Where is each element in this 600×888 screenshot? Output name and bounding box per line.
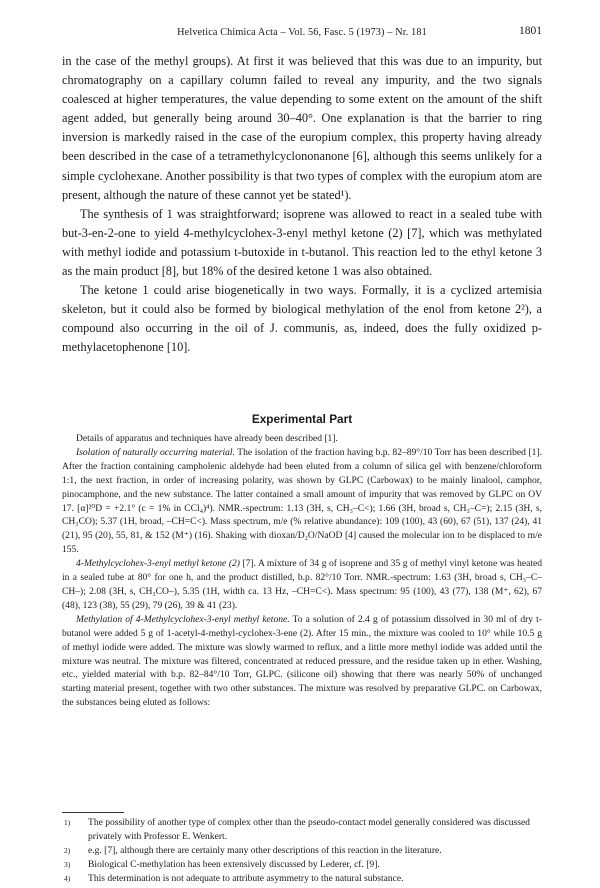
subsection-lead: Methylation of 4-Methylcyclohex-3-enyl methyl ketone. <box>76 613 290 625</box>
paragraph-biogenesis: The ketone 1 could arise biogenetically in two ways. Formally, it is a cyclized artemisia skeleton, but it could also be formed by biological methylation of the enol from ketone 2²), a compound also occurring in the oil of J. communis, as, indeed, does the fully oxidized p-methylacetophenone [10]. <box>62 283 542 355</box>
footnote-text: Biological C-methylation has been extensively discussed by Lederer, cf. [9]. <box>88 858 380 870</box>
running-head <box>62 24 542 42</box>
footnote-marker: 4 ) <box>64 872 70 886</box>
subsection-lead: 4-Methylcyclohex-3-enyl methyl ketone (2) <box>76 558 240 570</box>
subsection-text: [7]. A mixture of 34 g of isoprene and 35 g of methyl vinyl ketone was heated in a sealed tube at 80° for one h, and the product distilled, b.p. 82°/10 Torr. NMR.-spectrum: 1.63 (3H, broad s, CH₃–C–CH–); 2.08 (3H, s, CH₃CO–), 5.35 (1H, width ca. 13 Hz, –CH=C<). Mass spectrum: 95 (100), 43 (77), 138 (M⁺, 62), 67 (48), 123 (38), 55 (29), 79 (26), 39 & 41 (23). <box>62 558 542 611</box>
subsection-text: To a solution of 2.4 g of potassium dissolved in 30 ml of dry t-butanol were added 5 g of 1-acetyl-4-methyl-cyclohex-3-ene (2). After 15 min., the mixture was cooled to 10° while 10.5 g of methyl iodide were added. The mixture was slowly warmed to reflux, and a little more methyl iodide was added until the mixture was neutral. The mixture was filtered, concentrated at reduced pressure, and the residue taken up in ether. Washing, etc., yielded material with b.p. 82–84°/10 Torr, GLPC. (silicone oil) showing that there was nearly 50% of unchanged starting material present, together with two other substances. The mixture was resolved by preparative GLPC. on Carbowax, the substances being eluted as follows: <box>62 613 542 709</box>
experimental-isolation <box>62 446 542 557</box>
body-text <box>62 52 542 358</box>
experimental-ketone-2 <box>62 557 542 613</box>
journal-title: Helvetica Chimica Acta – Vol. 56, Fasc. 5 (1973) – Nr. 181 <box>177 27 427 38</box>
footnote-text: e.g. [7], although there are certainly many other descriptions of this reaction in the literature. <box>88 844 442 856</box>
paragraph-continued: in the case of the methyl groups). At first it was believed that this was due to an impurity, but chromatography on a capillary column failed to reveal any impurity, and the two signals coalesced at higher temperatures, the value depending to some extent on the amount of the shift agent added, but generally being around 30–40°. One explanation is that the barrier to ring inversion is markedly raised in the case of the europium complex, this property having already been described in the case of a tetramethylcyclononanone [6], although this seems unlikely for a simple cyclohexane. Another possibility is that two types of complex with the europium atom are present, although the nature of these cannot yet be stated¹). <box>62 54 542 202</box>
experimental-methylation <box>62 613 542 710</box>
footnote <box>62 844 542 858</box>
section-heading-experimental: Experimental Part <box>251 412 353 426</box>
footnote <box>62 872 542 886</box>
footnote-marker: 1 ) <box>64 816 70 830</box>
footnote <box>62 816 542 844</box>
subsection-lead: Isolation of naturally occurring material. <box>76 446 235 458</box>
page-number: 1801 <box>519 25 542 37</box>
subsection-text: The isolation of the fraction having b.p. 82–89°/10 Torr has been described [1]. After the fraction containing campholenic aldehyde had been eluted from a column of silica gel with benzene/chloroform 1:1, the next fraction, in order of increasing polarity, was shown by GLPC (Carbowax) to be mainly linalool, camphor, pinocamphone, and the new substance. The latter contained a small amount of impurity that was removed by GLPC on OV 17. [α]²⁰D = +2.1° (c = 1% in CCl₄)⁴). NMR.-spectrum: 1.13 (3H, s, CH₃–C<); 1.66 (3H, broad s, CH₃–C=); 2.15 (3H, s, CH₃CO); 5.37 (1H, broad, –CH=C<). Mass spectrum, m/e (% relative abundance): 109 (100), 43 (60), 67 (51), 137 (24), 41 (21), 95 (20), 55, 81, & 152 (M⁺) (16). Shaking with dioxan/D₂O/NaOD [4] caused the molecular ion to be displaced to m/e 155. <box>62 446 542 556</box>
paragraph-synthesis: The synthesis of 1 was straightforward; isoprene was allowed to react in a sealed tube with but-3-en-2-one to yield 4-methylcyclohex-3-enyl methyl ketone (2) [7], which was methylated with methyl iodide and potassium t-butoxide in t-butanol. This reaction led to the ethyl ketone 3 as the main product [8], but 18% of the desired ketone 1 was also obtained. <box>62 206 542 279</box>
footnote-marker: 3 ) <box>64 858 70 872</box>
footnote-marker: 2 ) <box>64 844 70 858</box>
experimental-text <box>62 432 542 710</box>
footnote <box>62 858 542 872</box>
footnotes <box>62 816 542 886</box>
footnote-divider <box>62 812 124 813</box>
footnote-text: The possibility of another type of complex other than the pseudo-contact model generally considered was discussed privately with Professor E. Wenkert. <box>88 817 530 842</box>
footnote-text: This determination is not adequate to attribute asymmetry to the natural substance. <box>88 872 404 884</box>
experimental-intro: Details of apparatus and techniques have already been described [1]. <box>76 433 338 444</box>
